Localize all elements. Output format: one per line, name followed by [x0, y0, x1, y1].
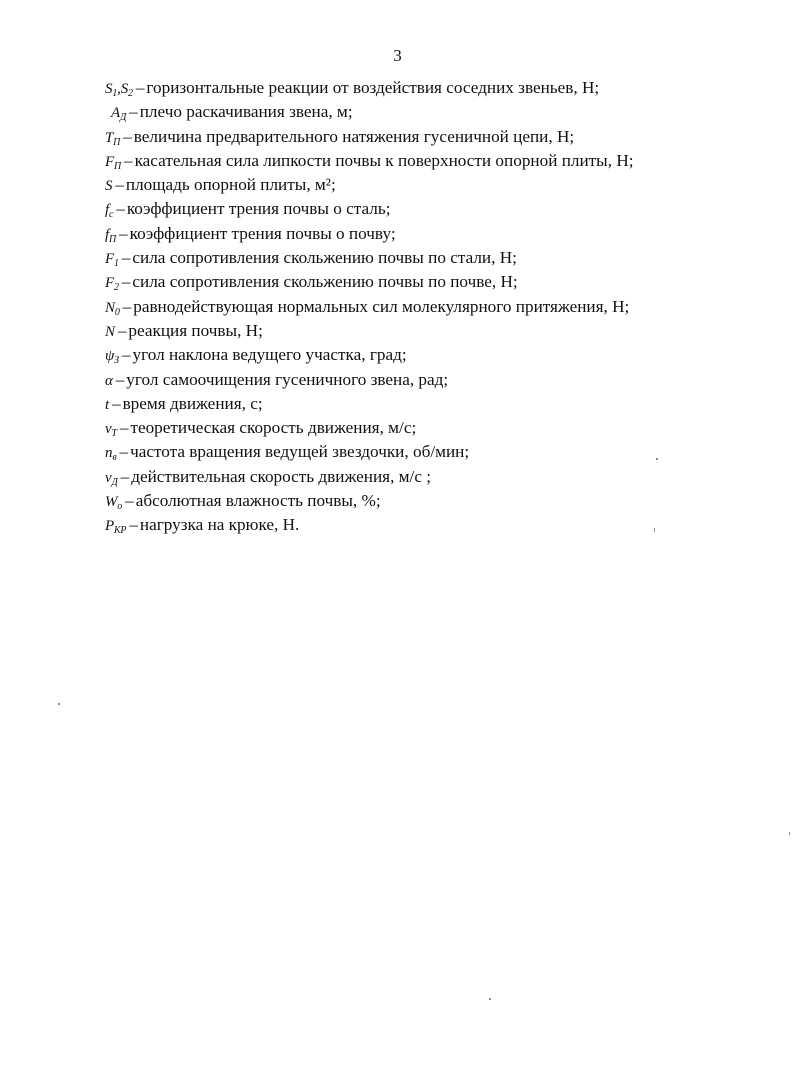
definition-text: касательная сила липкости почвы к поверхности опорной плиты, Н; [134, 150, 634, 170]
definition-row [105, 343, 745, 367]
symbol: $n_в$ [105, 445, 117, 464]
dash: – [119, 223, 128, 243]
definition-row [105, 513, 745, 537]
definition-row [105, 489, 745, 513]
symbol: $f_c$ [105, 202, 114, 221]
definition-text: нагрузка на крюке, Н. [139, 515, 300, 535]
dash: – [120, 466, 130, 486]
dash: – [135, 78, 145, 97]
dash: – [123, 126, 132, 146]
symbol: $W_o$ [105, 494, 123, 513]
definition-row [105, 197, 745, 221]
definition-text: площадь опорной плиты, м²; [125, 175, 336, 195]
symbol: $P_{КР}$ [105, 518, 127, 537]
dash: – [119, 418, 129, 438]
symbol: $v_Д$ [105, 469, 118, 488]
symbol: $v_T$ [105, 421, 117, 440]
definition-row [105, 76, 745, 100]
scan-speck [789, 832, 790, 835]
dash: – [129, 515, 138, 535]
dash: – [111, 393, 121, 413]
symbol: α [105, 372, 113, 389]
dash: – [119, 442, 129, 462]
definition-row [105, 100, 745, 124]
definition-row [105, 416, 745, 440]
symbol: $A_Д$ [111, 105, 127, 124]
definition-row [105, 319, 745, 343]
dash: – [117, 320, 127, 340]
definition-text: время движения, с; [122, 393, 263, 413]
symbol: $T_П$ [105, 129, 121, 148]
dash: – [124, 150, 133, 170]
definition-text: коэффициент трения почвы о почву; [129, 223, 396, 243]
definition-row [105, 392, 745, 416]
dash: – [115, 369, 125, 389]
symbol: $S_1,S_2$ [105, 81, 133, 99]
definition-row [105, 222, 745, 246]
definition-text: плечо раскачивания звена, м; [139, 102, 353, 122]
definition-text: абсолютная влажность почвы, %; [135, 491, 381, 511]
symbol-definition-list [105, 76, 745, 538]
definition-row [105, 173, 745, 197]
definition-text: частота вращения ведущей звездочки, об/мин; [130, 442, 470, 462]
dash: – [125, 491, 134, 511]
dash: – [115, 175, 124, 195]
definition-row [105, 246, 745, 270]
definition-text: равнодействующая нормальных сил молекулярного притяжения, Н; [133, 296, 630, 316]
symbol: S [105, 178, 113, 195]
dash: – [116, 199, 125, 219]
symbol: $f_П$ [105, 226, 116, 245]
definition-text: коэффициент трения почвы о сталь; [126, 199, 391, 219]
definition-text: реакция почвы, Н; [128, 320, 263, 340]
scan-speck [489, 998, 491, 1000]
dash: – [121, 345, 131, 365]
dash: – [129, 102, 138, 122]
symbol: $\psi_З$ [105, 348, 119, 367]
scan-speck [58, 703, 60, 705]
definition-text: величина предварительного натяжения гусеничной цепи, Н; [133, 126, 575, 146]
definition-row [105, 125, 745, 149]
definition-text: сила сопротивления скольжению почвы по стали, Н; [132, 248, 517, 268]
definition-row [105, 295, 745, 319]
definition-row [105, 149, 745, 173]
symbol: $N_0$ [105, 299, 120, 318]
symbol: t [105, 396, 109, 413]
symbol: N [105, 323, 115, 340]
page-number: 3 [393, 46, 402, 65]
dash: – [121, 248, 131, 268]
dash: – [122, 296, 132, 316]
definition-row [105, 465, 745, 489]
definition-row [105, 440, 745, 464]
definition-text: теоретическая скорость движения, м/с; [130, 418, 417, 438]
definition-text: угол самоочищения гусеничного звена, рад; [126, 369, 449, 389]
symbol: $F_1$ [105, 251, 119, 270]
definition-text: сила сопротивления скольжению почвы по почве, Н; [132, 272, 518, 292]
definition-row [105, 270, 745, 294]
scan-speck [654, 528, 655, 532]
symbol: $F_П$ [105, 153, 121, 172]
dash: – [121, 272, 131, 292]
definition-text: горизонтальные реакции от воздействия соседних звеньев, Н; [146, 78, 600, 97]
symbol: $F_2$ [105, 275, 119, 294]
scan-speck [656, 458, 658, 460]
definition-text: угол наклона ведущего участка, град; [132, 345, 407, 365]
definition-text: действительная скорость движения, м/с ; [131, 466, 432, 486]
definition-row [105, 368, 745, 392]
